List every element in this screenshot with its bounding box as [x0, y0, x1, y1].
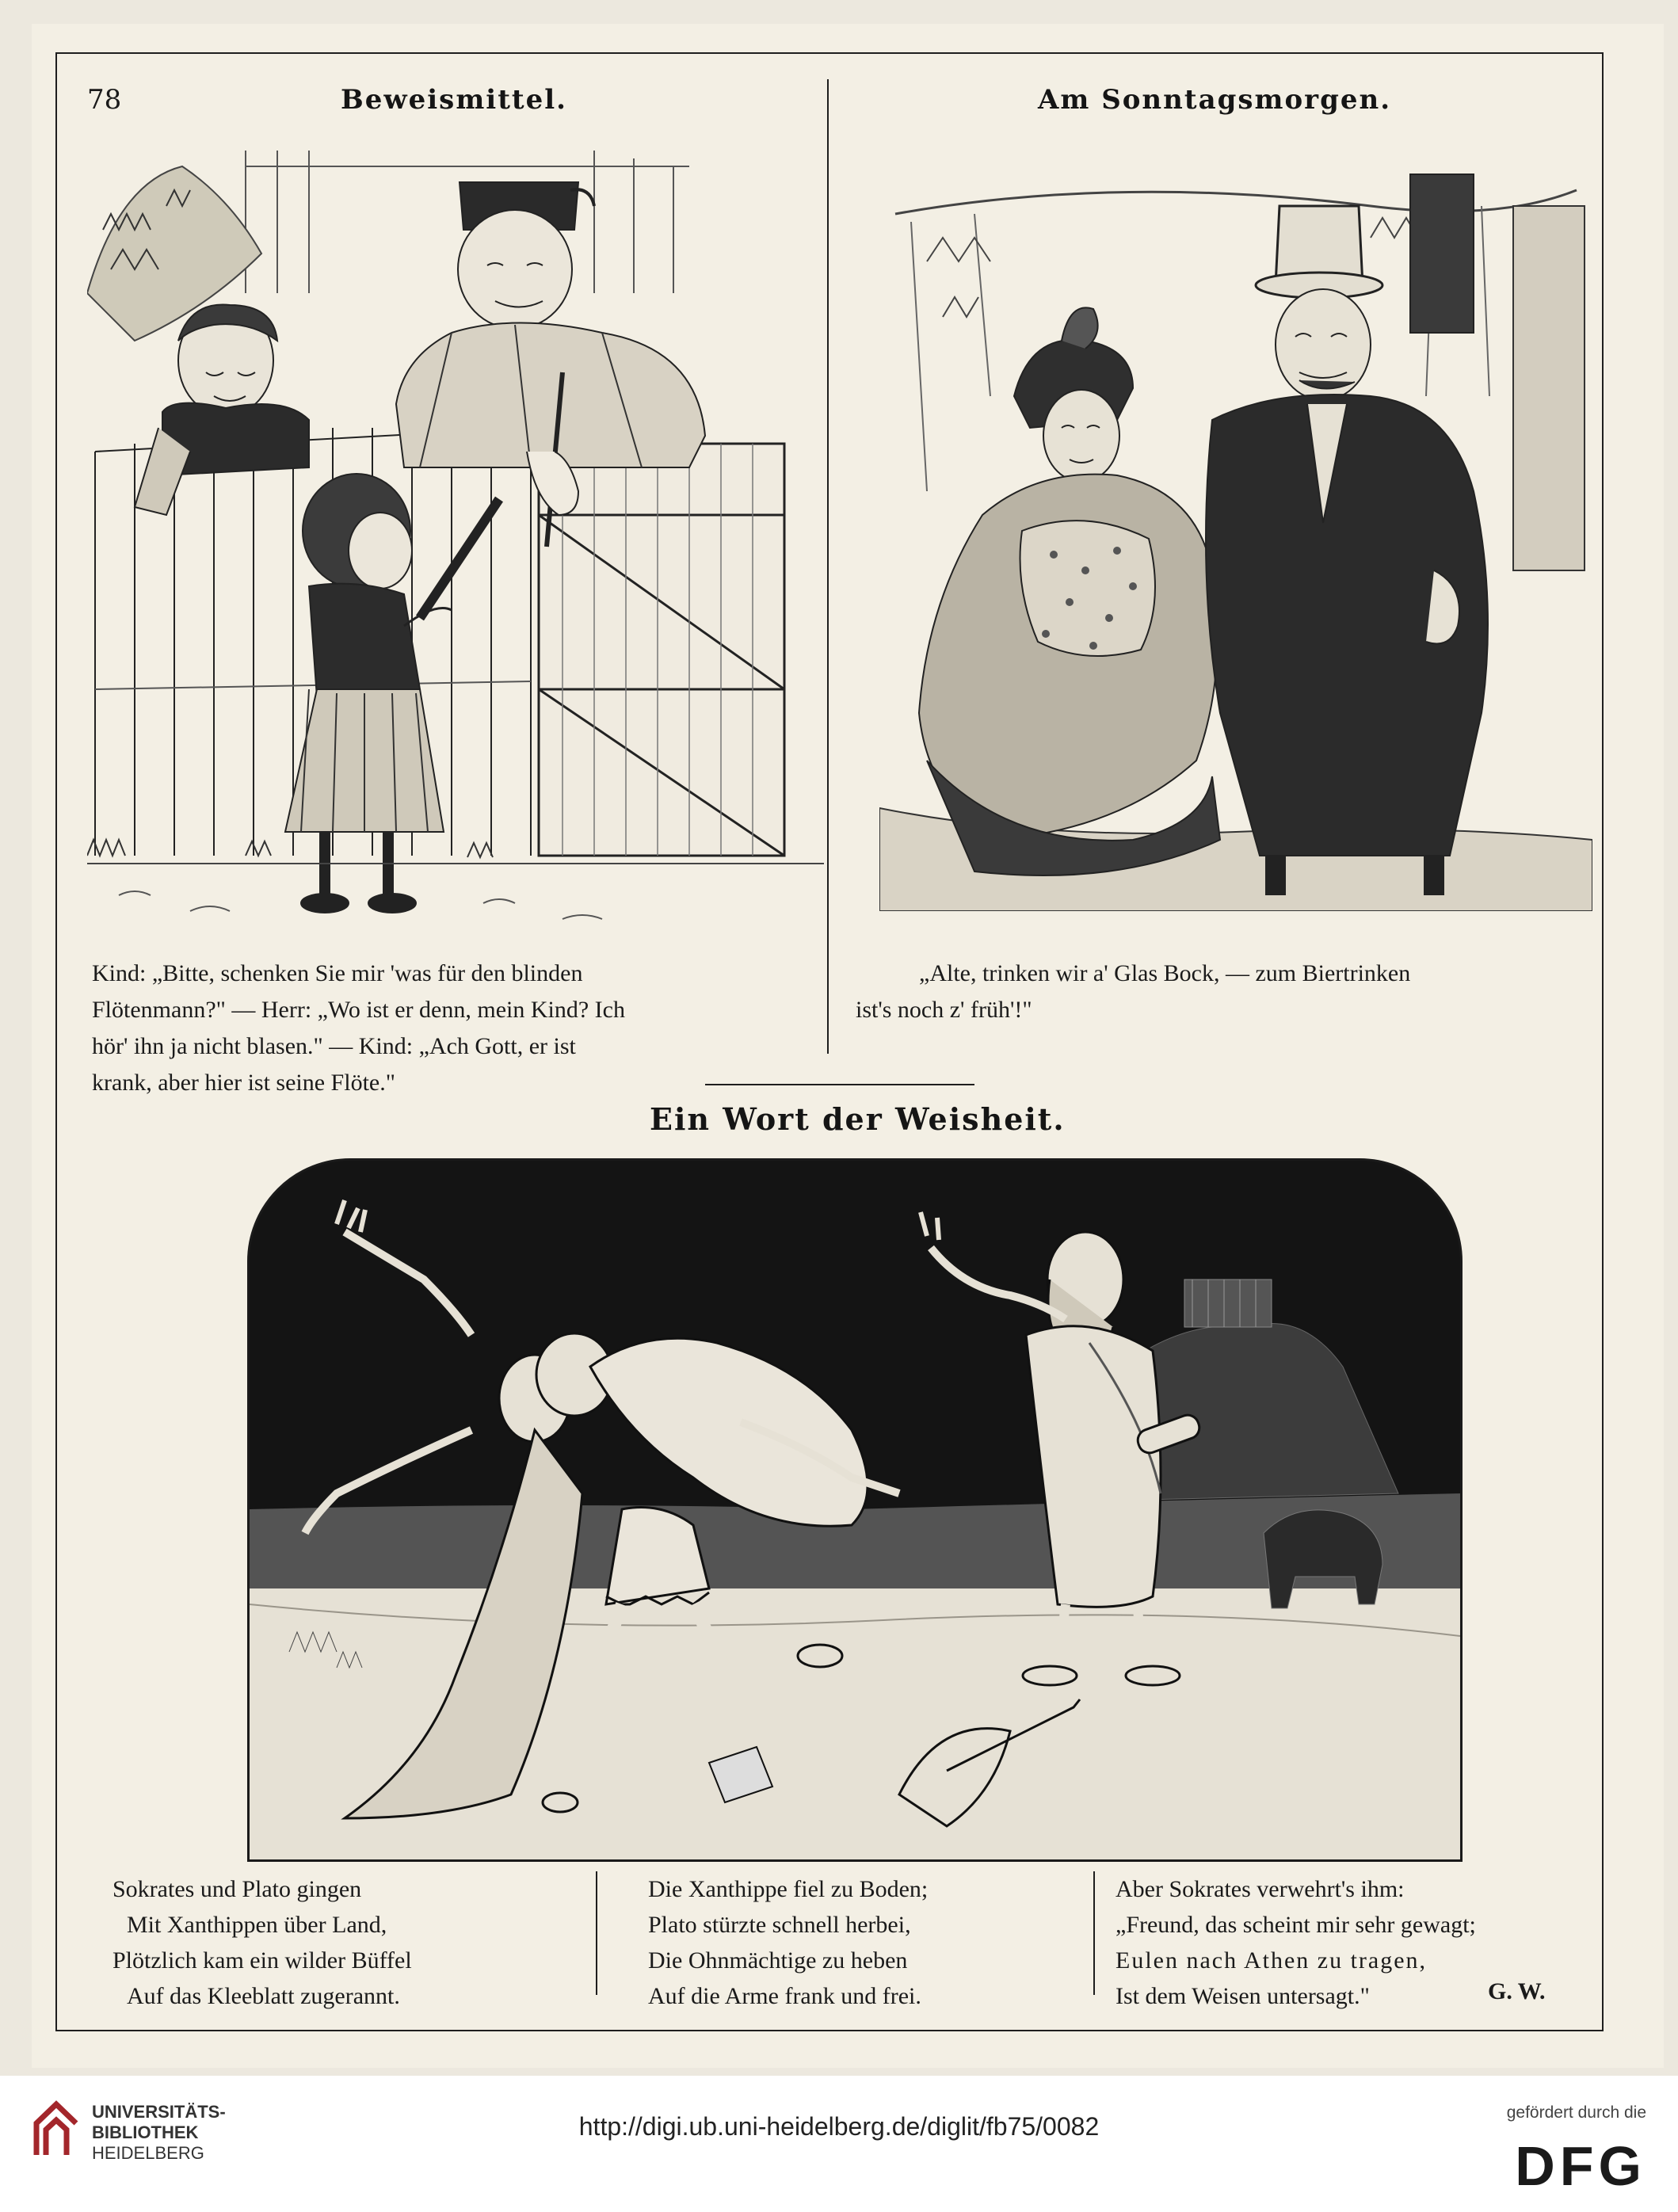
bottom-illustration — [247, 1158, 1463, 1862]
poem-divider-2 — [1093, 1871, 1095, 1995]
poem-1-line-3: Plötzlich kam ein wilder Büffel — [113, 1947, 412, 1974]
poem-3-line-1: Aber Sokrates verwehrt's ihm: — [1115, 1876, 1405, 1902]
funding-label: gefördert durch die — [1506, 2103, 1646, 2122]
left-caption-line-3: hör' ihn ja nicht blasen." — Kind: „Ach Gott, er ist — [92, 1033, 576, 1059]
poem-stanza-1 — [113, 1871, 412, 2014]
bottom-cartoon-title: Ein Wort der Weisheit. — [650, 1101, 1066, 1137]
poem-2-line-3: Die Ohnmächtige zu heben — [648, 1947, 908, 1974]
poem-3-line-4: Ist dem Weisen untersagt." — [1115, 1983, 1370, 2009]
permalink-url[interactable]: http://digi.ub.uni-heidelberg.de/diglit/fb75/0082 — [578, 2112, 1100, 2141]
left-caption-line-1: Kind: „Bitte, schenken Sie mir 'was für den blinden — [92, 960, 583, 986]
poem-1-line-4: Auf das Kleeblatt zugerannt. — [127, 1983, 400, 2009]
page-number: 78 — [87, 84, 122, 116]
library-line-3: HEIDELBERG — [92, 2143, 204, 2163]
poem-1-line-1: Sokrates und Plato gingen — [113, 1876, 362, 1902]
left-cartoon-title: Beweismittel. — [341, 84, 568, 116]
poem-2-line-4: Auf die Arme frank und frei. — [648, 1983, 921, 2009]
left-illustration — [87, 135, 824, 943]
dfg-logo[interactable]: DFG — [1515, 2135, 1646, 2197]
poem-2-line-2: Plato stürzte schnell herbei, — [648, 1912, 911, 1938]
poem-3-line-3: Eulen nach Athen zu tragen, — [1115, 1947, 1428, 1974]
library-line-2: BIBLIOTHEK — [92, 2122, 199, 2142]
poem-2-line-1: Die Xanthippe fiel zu Boden; — [648, 1876, 929, 1902]
left-caption-line-2: Flötenmann?" — Herr: „Wo ist er denn, mein Kind? Ich — [92, 997, 625, 1023]
right-illustration — [879, 158, 1592, 911]
right-caption-line-1: „Alte, trinken wir a' Glas Bock, — zum Biertrinken — [919, 960, 1411, 986]
viewer-footer — [0, 2076, 1678, 2212]
library-line-1: UNIVERSITÄTS- — [92, 2102, 226, 2122]
left-caption-line-4: krank, aber hier ist seine Flöte." — [92, 1070, 395, 1096]
right-cartoon-title: Am Sonntagsmorgen. — [1038, 84, 1392, 116]
right-cartoon-caption — [856, 955, 1585, 1028]
poem-stanza-2 — [648, 1871, 928, 2014]
poem-1-line-2: Mit Xanthippen über Land, — [127, 1912, 387, 1938]
right-caption-line-2: ist's noch z' früh'!" — [856, 997, 1032, 1023]
left-cartoon-caption — [92, 955, 821, 1101]
column-divider-top — [827, 79, 829, 1054]
poem-divider-1 — [596, 1871, 597, 1995]
poem-stanza-3 — [1115, 1871, 1476, 2014]
poem-signature: G. W. — [1488, 1978, 1546, 2004]
poem-3-line-2: „Freund, das scheint mir sehr gewagt; — [1115, 1912, 1476, 1938]
